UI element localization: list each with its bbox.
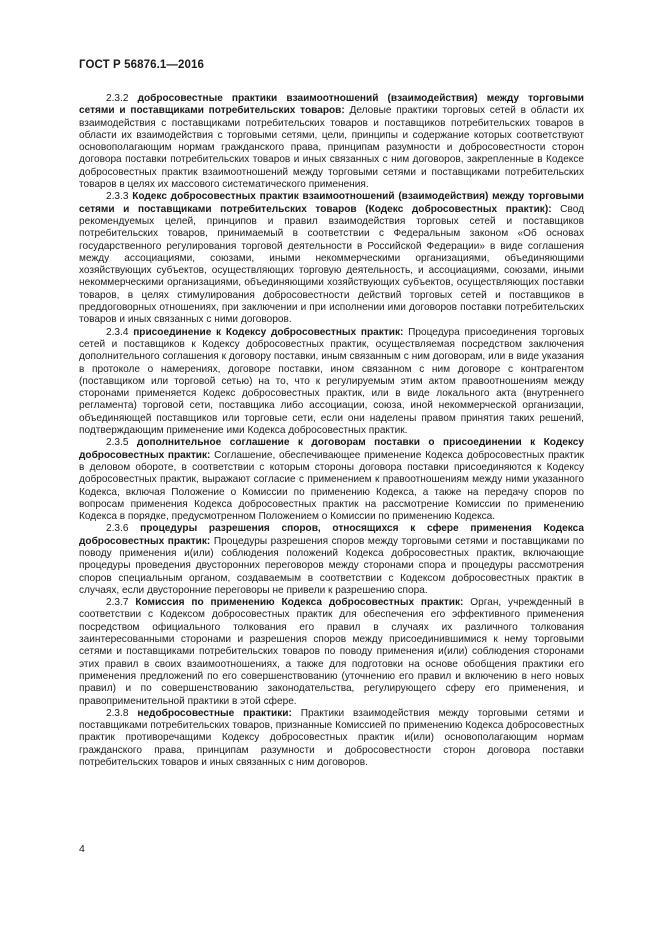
- clause-number: 2.3.8: [106, 707, 129, 719]
- clause-term: Комиссия по применению Кодекса добросовестных практик:: [135, 597, 464, 609]
- document-header: ГОСТ Р 56876.1—2016: [79, 59, 204, 71]
- clause-term: Кодекс добросовестных практик взаимоотношений (взаимодействия) между торговыми сетями и поставщиками потребительских товаров (Кодекс добросовестных практик):: [79, 191, 584, 215]
- clause-number: 2.3.3: [106, 191, 129, 203]
- clause-text: Практики взаимодействия между торговыми сетями и поставщиками потребительских товаров, признанные Комиссией по применению Кодекса добросовестных практик противоречащими Кодексу добросовестных практик и(или) основополагающим нормам гражданского права, принципам разумности и добросовестности сторон договора поставки потребительских товаров и иных связанных с ним договоров.: [79, 707, 584, 769]
- clause-text: Свод рекомендуемых целей, принципов и правил взаимодействия торговых сетей и поставщиков потребительских товаров, принимаемый в соответствии с Федеральным законом «Об основах государственного регулирования торговой деятельности в Российской Федерации» в виде соглашения между ассоциациями, союзами, иными некоммерческими организациями, объединяющими хозяйствующих субъектов, осуществляющих торговую деятельность, и ассоциациями, союзами, иными некоммерческими организациями, объединяющими хозяйствующих субъектов, осуществляющих поставки товаров, в целях стимулирования добросовестности действий торговых сетей и поставщиков в преддоговорных отношениях, при заключении и при исполнении ими договоров поставки потребительских товаров и иных связанных с ними договоров.: [79, 203, 584, 326]
- clause-text: Процедура присоединения торговых сетей и поставщиков к Кодексу добросовестных практик, осуществляемая посредством заключения дополнительного соглашения к договору поставки, иным связанным с ним договорам, или в виде указания в протоколе о намерениях, договоре поставки, ином связанном с ним договоре с контрагентом (поставщиком или торговой сетью) на то, что к регулируемым этим актом правоотношениям между сторонами применяется Кодекс добросовестных практик, или в виде локального акта (внутреннего регламента) торговой сети, поставщика либо ассоциации, союза, иной некоммерческой организации, объединяющей поставщиков или торговые сети, если они наделены правом принятия таких решений, подтверждающим применение ими Кодекса добросовестных практик.: [79, 326, 584, 437]
- clause-term: дополнительное соглашение к договорам поставки о присоединении к Кодексу добросовестных практик:: [79, 437, 585, 461]
- clause-text: Соглашение, обеспечивающее применение Кодекса добросовестных практик в деловом обороте, в соответствии с которым стороны договора поставки присоединяются к Кодексу добросовестных практик, выражают согласие с применением к правоотношениям между ними указанного Кодекса, включая Положение о Комиссии по применению Кодекса, а также на передачу споров по вопросам применения Кодекса добросовестных практик на рассмотрение Комиссии по применению Кодекса в порядке, предусмотренном Положением о Комиссии по применению Кодекса.: [79, 449, 584, 523]
- clause-number: 2.3.2: [106, 93, 129, 104]
- clause-text: Деловые практики торговых сетей в области их взаимодействия с поставщиками потребительских товаров и поставщиков потребительских товаров в области их взаимодействия с торговыми сетями, цели, принципы и содержание которых соответствуют основополагающим нормам гражданского права, принципам разумности и добросовестности сторон договора поставки потребительских товаров и иных связанных с ним договоров, закрепленные в Кодексе добросовестных практик взаимоотношений между торговыми сетями и поставщиками потребительских товаров в целях их массового систематического применения.: [79, 105, 584, 191]
- clause-number: 2.3.7: [106, 597, 129, 609]
- clause-term: недобросовестные практики:: [137, 707, 292, 719]
- clause-number: 2.3.5: [106, 437, 129, 449]
- clause-text: Процедуры разрешения споров между торговыми сетями и поставщиками по поводу применения и(или) соблюдения положений Кодекса добросовестных практик, включающие процедуры проведения двусторонних переговоров между сторонами спора и процедуры рассмотрения споров специальным органом, создаваемым в соответствии с Кодексом добросовестных практик в случаях, если двусторонние переговоры не привели к разрешению спора.: [79, 535, 584, 596]
- clause-term: присоединение к Кодексу добросовестных практик:: [133, 326, 404, 338]
- clause-term: процедуры разрешения споров, относящихся к сфере применения Кодекса добросовестных практик:: [79, 523, 584, 547]
- definition-2-3-7: [79, 597, 584, 708]
- clause-term: добросовестные практики взаимоотношений (взаимодействия) между торговыми сетями и поставщиками потребительских товаров:: [79, 93, 584, 117]
- clause-number: 2.3.6: [106, 523, 129, 535]
- definition-2-3-2: [79, 93, 584, 191]
- definition-2-3-5: [79, 437, 584, 523]
- clause-text: Орган, учрежденный в соответствии с Кодексом добросовестных практик для обеспечения его эффективного применения посредством официального толкования его правил в случаях их различного толкования заинтересованными сторонами и разрешения споров между присоединившимися к нему торговыми сетями и поставщиками потребительских товаров по поводу применения и(или) соблюдения сторонами этих правил в своих взаимоотношениях, а также для подготовки на основе обобщения практики его применения предложений по его совершенствованию (уточнению его правил и включению в него новых правил) и по совершенствованию законодательства, регулирующего сферу его применения, и правоприменительной практики в этой сфере.: [79, 597, 584, 707]
- page-number: 4: [79, 843, 85, 855]
- clause-number: 2.3.4: [106, 326, 129, 338]
- document-body: [79, 93, 584, 769]
- definition-2-3-6: [79, 523, 584, 597]
- definition-2-3-3: [79, 191, 584, 326]
- definition-2-3-4: [79, 327, 584, 438]
- definition-2-3-8: [79, 708, 584, 769]
